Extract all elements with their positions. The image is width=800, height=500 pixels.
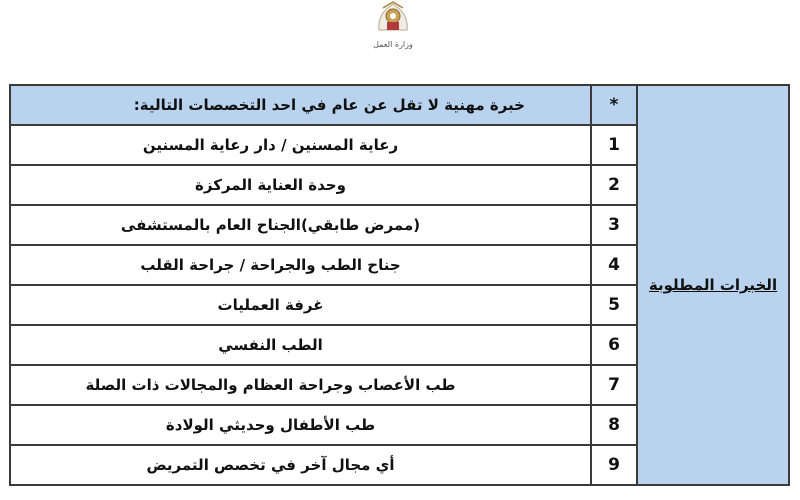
requirements-table [9, 84, 790, 486]
row-text: أي مجال آخر في تخصص التمريض [10, 445, 591, 485]
row-number: 9 [591, 445, 637, 485]
row-number: 8 [591, 405, 637, 445]
row-number: 6 [591, 325, 637, 365]
row-text: طب الأطفال وحديثي الولادة [10, 405, 591, 445]
header-text: خبرة مهنية لا تقل عن عام في احد التخصصات التالية: [10, 85, 591, 125]
row-number: 3 [591, 205, 637, 245]
row-text: غرفة العمليات [10, 285, 591, 325]
row-number: 2 [591, 165, 637, 205]
ministry-caption: وزارة العمل [373, 40, 413, 49]
row-number: 7 [591, 365, 637, 405]
row-text: الطب النفسي [10, 325, 591, 365]
row-number: 4 [591, 245, 637, 285]
row-text: (ممرض طابقي)الجناح العام بالمستشفى [10, 205, 591, 245]
row-number: 5 [591, 285, 637, 325]
row-text: رعاية المسنين / دار رعاية المسنين [10, 125, 591, 165]
side-label-cell [637, 85, 789, 485]
row-text: طب الأعصاب وجراحة العظام والمجالات ذات الصلة [10, 365, 591, 405]
row-text: وحدة العناية المركزة [10, 165, 591, 205]
row-text: جناح الطب والجراحة / جراحة القلب [10, 245, 591, 285]
table-header-row [10, 85, 789, 125]
side-label: الخبرات المطلوبة [648, 276, 778, 294]
jordan-emblem-icon [373, 0, 413, 38]
header-marker: * [591, 85, 637, 125]
ministry-logo [358, 0, 428, 58]
row-number: 1 [591, 125, 637, 165]
